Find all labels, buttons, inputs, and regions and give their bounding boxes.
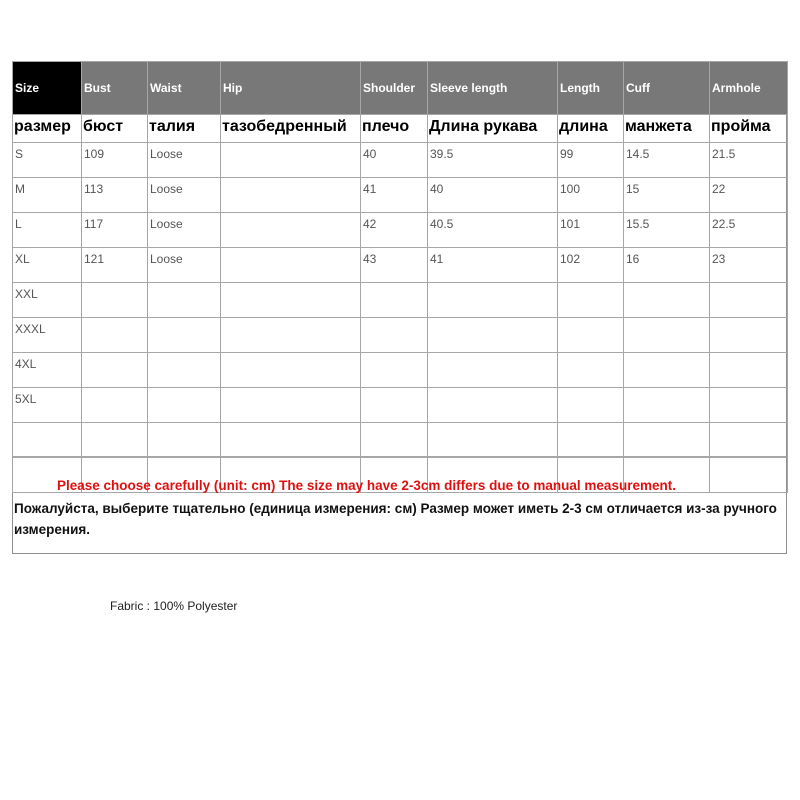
header-waist: Waist [148, 62, 221, 115]
header-sleeve-length: Sleeve length [428, 62, 558, 115]
table-cell [624, 423, 710, 458]
table-cell [221, 143, 361, 178]
header-row-ru [13, 115, 788, 143]
header-ru-armhole: пройма [710, 115, 788, 143]
table-cell [710, 283, 788, 318]
header-ru-length: длина [558, 115, 624, 143]
header-ru-size: размер [13, 115, 82, 143]
table-cell [82, 388, 148, 423]
table-cell: Loose [148, 143, 221, 178]
table-cell [148, 353, 221, 388]
table-cell [82, 318, 148, 353]
table-cell: 22.5 [710, 213, 788, 248]
table-cell [148, 423, 221, 458]
table-cell [710, 423, 788, 458]
table-cell: 40 [361, 143, 428, 178]
header-bust: Bust [82, 62, 148, 115]
table-cell: 100 [558, 178, 624, 213]
table-cell: 15 [624, 178, 710, 213]
table-cell [710, 353, 788, 388]
table-cell: Loose [148, 213, 221, 248]
fabric-label: Fabric : 100% Polyester [110, 599, 238, 613]
size-table [12, 61, 788, 493]
table-cell [221, 283, 361, 318]
table-cell [428, 318, 558, 353]
table-cell [558, 353, 624, 388]
table-row [13, 318, 788, 353]
table-cell [558, 318, 624, 353]
table-cell: XXXL [13, 318, 82, 353]
table-cell: 113 [82, 178, 148, 213]
table-row [13, 283, 788, 318]
table-cell: 43 [361, 248, 428, 283]
table-cell [361, 318, 428, 353]
header-hip: Hip [221, 62, 361, 115]
table-cell: L [13, 213, 82, 248]
table-row [13, 178, 788, 213]
table-cell: 109 [82, 143, 148, 178]
table-cell: Loose [148, 248, 221, 283]
header-length: Length [558, 62, 624, 115]
table-cell [221, 178, 361, 213]
table-cell [624, 388, 710, 423]
table-cell: 15.5 [624, 213, 710, 248]
table-cell: 40 [428, 178, 558, 213]
header-size: Size [13, 62, 82, 115]
table-cell [221, 213, 361, 248]
table-cell [82, 423, 148, 458]
table-cell [221, 248, 361, 283]
table-row [13, 143, 788, 178]
table-cell [82, 353, 148, 388]
table-cell [428, 283, 558, 318]
table-cell [428, 388, 558, 423]
table-cell: 102 [558, 248, 624, 283]
table-cell: XL [13, 248, 82, 283]
header-ru-hip: тазобедренный [221, 115, 361, 143]
table-cell [361, 388, 428, 423]
table-cell: 41 [428, 248, 558, 283]
table-cell [710, 388, 788, 423]
note-russian: Пожалуйста, выберите тщательно (единица измерения: см) Размер может иметь 2-3 см отличается из-за ручного измерения. [14, 501, 777, 537]
table-cell [221, 318, 361, 353]
table-cell [361, 353, 428, 388]
header-ru-waist: талия [148, 115, 221, 143]
table-cell [148, 318, 221, 353]
table-cell: 42 [361, 213, 428, 248]
size-chart [12, 61, 787, 554]
table-cell: XXL [13, 283, 82, 318]
note-english: Please choose carefully (unit: cm) The size may have 2-3cm differs due to manual measurement. [57, 478, 676, 493]
table-cell [624, 318, 710, 353]
table-cell [221, 423, 361, 458]
table-row [13, 423, 788, 458]
table-cell: 39.5 [428, 143, 558, 178]
table-cell: 22 [710, 178, 788, 213]
table-cell: 4XL [13, 353, 82, 388]
table-cell: Loose [148, 178, 221, 213]
header-ru-sleeve-length: Длина рукава [428, 115, 558, 143]
table-row [13, 353, 788, 388]
table-cell [428, 423, 558, 458]
table-row [13, 213, 788, 248]
table-cell: 121 [82, 248, 148, 283]
table-cell [624, 283, 710, 318]
table-cell: 41 [361, 178, 428, 213]
table-cell [558, 283, 624, 318]
table-row [13, 388, 788, 423]
table-cell [13, 423, 82, 458]
table-cell [221, 353, 361, 388]
table-cell [558, 388, 624, 423]
table-cell: 21.5 [710, 143, 788, 178]
table-cell [148, 388, 221, 423]
table-cell: 23 [710, 248, 788, 283]
header-ru-bust: бюст [82, 115, 148, 143]
table-cell [221, 388, 361, 423]
table-cell: 16 [624, 248, 710, 283]
table-cell: 99 [558, 143, 624, 178]
table-cell [361, 283, 428, 318]
header-cuff: Cuff [624, 62, 710, 115]
table-cell [361, 423, 428, 458]
table-cell [558, 423, 624, 458]
header-ru-shoulder: плечо [361, 115, 428, 143]
header-armhole: Armhole [710, 62, 788, 115]
table-cell [148, 283, 221, 318]
measurement-note [13, 456, 786, 553]
table-cell: 5XL [13, 388, 82, 423]
header-shoulder: Shoulder [361, 62, 428, 115]
table-cell: 14.5 [624, 143, 710, 178]
table-cell: M [13, 178, 82, 213]
table-cell [428, 353, 558, 388]
header-ru-cuff: манжета [624, 115, 710, 143]
table-cell: 117 [82, 213, 148, 248]
table-cell: 101 [558, 213, 624, 248]
table-cell [710, 318, 788, 353]
table-cell: S [13, 143, 82, 178]
table-cell: 40.5 [428, 213, 558, 248]
table-cell [624, 353, 710, 388]
table-row [13, 248, 788, 283]
table-cell [82, 283, 148, 318]
header-row-en [13, 62, 788, 115]
